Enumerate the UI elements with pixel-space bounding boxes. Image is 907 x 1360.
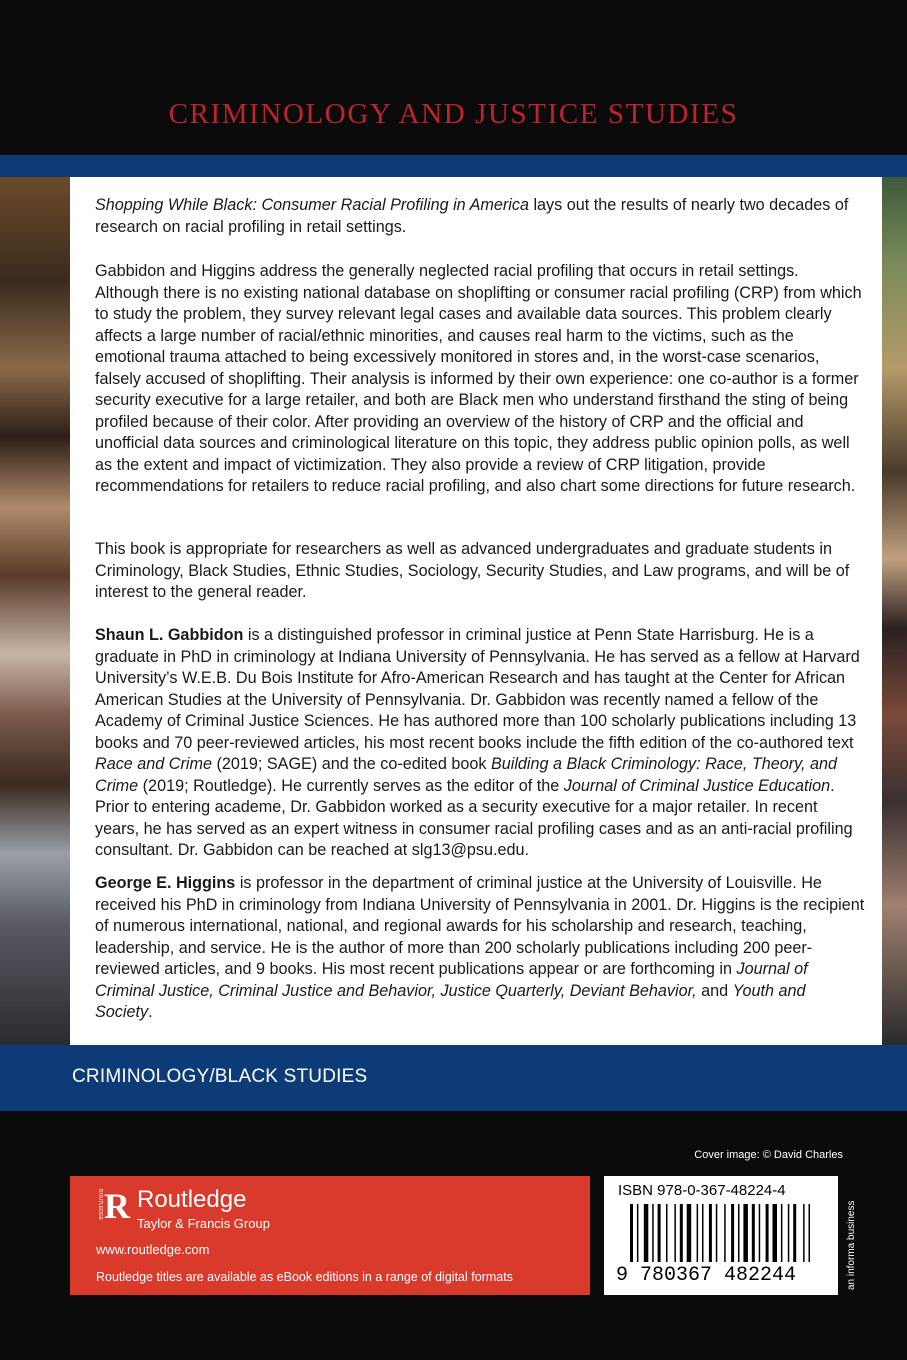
barcode-bar [652, 1204, 654, 1262]
description-paragraph: Gabbidon and Higgins address the generally neglected racial profiling that occurs in retail settings. Although there is no existing national database on shoplifting or consumer racial profiling (CRP) from which to study the problem, they survey relevant legal cases and available data sources. This problem clearly affects a large number of racial/ethnic minorities, and causes real harm to the victims, such as the emotional trauma attached to being excessively monitored in stores and, in the worst-case scenarios, falsely accused of shoplifting. Their analysis is informed by their own experience: one co-author is a former security executive for a large retailer, and both are Black men who understand firsthand the sting of being profiled because of their color. After providing an overview of the history of CRP and the official and unofficial data sources and criminological literature on this topic, they address public opinion polls, as well as the extent and impact of victimization. They also provide a review of CRP litigation, provide recommendations for retailers to reduce racial profiling, and also chart some directions for future research. [95, 262, 862, 495]
publisher-name: Routledge [137, 1186, 247, 1213]
bio-italic: Youth and Society [95, 981, 806, 1021]
isbn-barcode-box [604, 1176, 838, 1295]
barcode-bar [738, 1204, 740, 1262]
barcode-bar [709, 1204, 712, 1262]
author-bio-higgins [95, 873, 865, 1024]
publisher-url: www.routledge.com [96, 1242, 210, 1257]
barcode-bar [702, 1204, 704, 1262]
publisher-group: Taylor & Francis Group [137, 1216, 270, 1231]
book-title: Shopping While Black: Consumer Racial Profiling in America [95, 196, 529, 214]
barcode-bar [803, 1204, 805, 1262]
cover-image-credit: Cover image: © David Charles [694, 1149, 843, 1161]
bio-italic: Journal of Criminal Justice Education [563, 776, 831, 795]
publisher-box [70, 1176, 590, 1295]
barcode-graphic [630, 1204, 820, 1264]
logo-letter: R [104, 1186, 130, 1226]
bio-text: (2019; Routledge). He currently serves as the editor of the [138, 776, 564, 795]
blurb-panel [70, 177, 882, 1045]
author-name-gabbidon: Shaun L. Gabbidon [95, 626, 244, 644]
barcode-bar [674, 1204, 676, 1262]
bio-text: (2019; SAGE) and the co-edited book [211, 755, 491, 773]
barcode-bar [766, 1204, 769, 1262]
author-name-higgins: George E. Higgins [95, 874, 236, 892]
bio-text: is professor in the department of criminal justice at the University of Louisville. He received his PhD in criminology from Indiana University of Pennsylvania in 2001. Dr. Higgins is the recipient of numerous international, national, and regional awards for his scholarship and research, teaching, leadership, and service. He is the author of more than 200 scholarly publications including 200 peer-reviewed articles, and 9 books. His most recent publications appear or are forthcoming in [95, 874, 865, 978]
barcode-bar [716, 1204, 718, 1262]
barcode-bar [809, 1204, 811, 1262]
barcode-bar [630, 1204, 633, 1262]
top-blue-band [0, 155, 907, 177]
bio-text: . Prior to entering academe, Dr. Gabbidon worked as a security executive for a major retailer. In recent years, he has served as an expert witness in consumer racial profiling cases and as an anti-racial profiling consultant. Dr. Gabbidon can be reached at slg13@psu.edu. [95, 776, 853, 859]
barcode-bar [743, 1204, 748, 1262]
isbn-label: ISBN 978-0-367-48224-4 [618, 1182, 786, 1199]
cover-photo-right-strip [882, 177, 907, 1045]
barcode-bar [666, 1204, 668, 1262]
intro-paragraph [95, 195, 865, 238]
ebook-note: Routledge titles are available as eBook editions in a range of digital formats [96, 1270, 513, 1284]
logo-side-text: ROUTLEDGE [97, 1189, 103, 1221]
barcode-digits: 9 780367 482244 [616, 1264, 797, 1287]
barcode-bar [781, 1204, 783, 1262]
barcode-bar [644, 1204, 649, 1262]
barcode-bar [680, 1204, 683, 1262]
barcode-bar [658, 1204, 661, 1262]
cover-photo-left-strip [0, 177, 70, 1045]
barcode-bar [793, 1204, 796, 1262]
barcode-bar [697, 1204, 699, 1262]
bio-italic: Race and Crime [95, 755, 212, 773]
barcode-bar [724, 1204, 726, 1262]
barcode-bar [752, 1204, 755, 1262]
barcode-bar [687, 1204, 692, 1262]
bio-text: and [696, 981, 733, 1000]
intro-text: lays out the results of nearly two decades of research on racial profiling in retail settings. [95, 196, 849, 236]
routledge-logo-icon [94, 1186, 132, 1226]
bio-italic: Journal of Criminal Justice, Criminal Justice and Behavior, Justice Quarterly, Deviant Behavior, [95, 960, 808, 1000]
bio-italic: Building a Black Criminology: Race, Theory, and Crime [95, 755, 838, 795]
barcode-bar [759, 1204, 761, 1262]
barcode-bar [637, 1204, 639, 1262]
author-bio-gabbidon [95, 625, 865, 862]
barcode-bar [788, 1204, 790, 1262]
subject-category: CRIMINOLOGY/BLACK STUDIES [72, 1066, 368, 1087]
bio-text: . [148, 1003, 153, 1021]
series-header [0, 0, 907, 155]
barcode-bar [773, 1204, 778, 1262]
audience-paragraph: This book is appropriate for researchers as well as advanced undergraduates and graduate students in Criminology, Black Studies, Ethnic Studies, Sociology, Security Studies, and Law programs, and will be of interest to the general reader. [95, 540, 850, 601]
series-title: CRIMINOLOGY AND JUSTICE STUDIES [168, 98, 739, 130]
bio-text: is a distinguished professor in criminal justice at Penn State Harrisburg. He is a graduate in PhD in criminology at Indiana University of Pennsylvania. He has served as a fellow at Harvard University’s W.E.B. Du Bois Institute for Afro-American Research and has taught at the Center for African American Studies at the University of Pennsylvania. Dr. Gabbidon was recently named a fellow of the Academy of Criminal Justice Sciences. He has authored more than 100 scholarly publications including 13 books and 70 peer-reviewed articles, his most recent books include the fifth edition of the co-authored text [95, 626, 860, 752]
informa-tagline: an informa business [846, 1200, 857, 1290]
barcode-bar [731, 1204, 734, 1262]
